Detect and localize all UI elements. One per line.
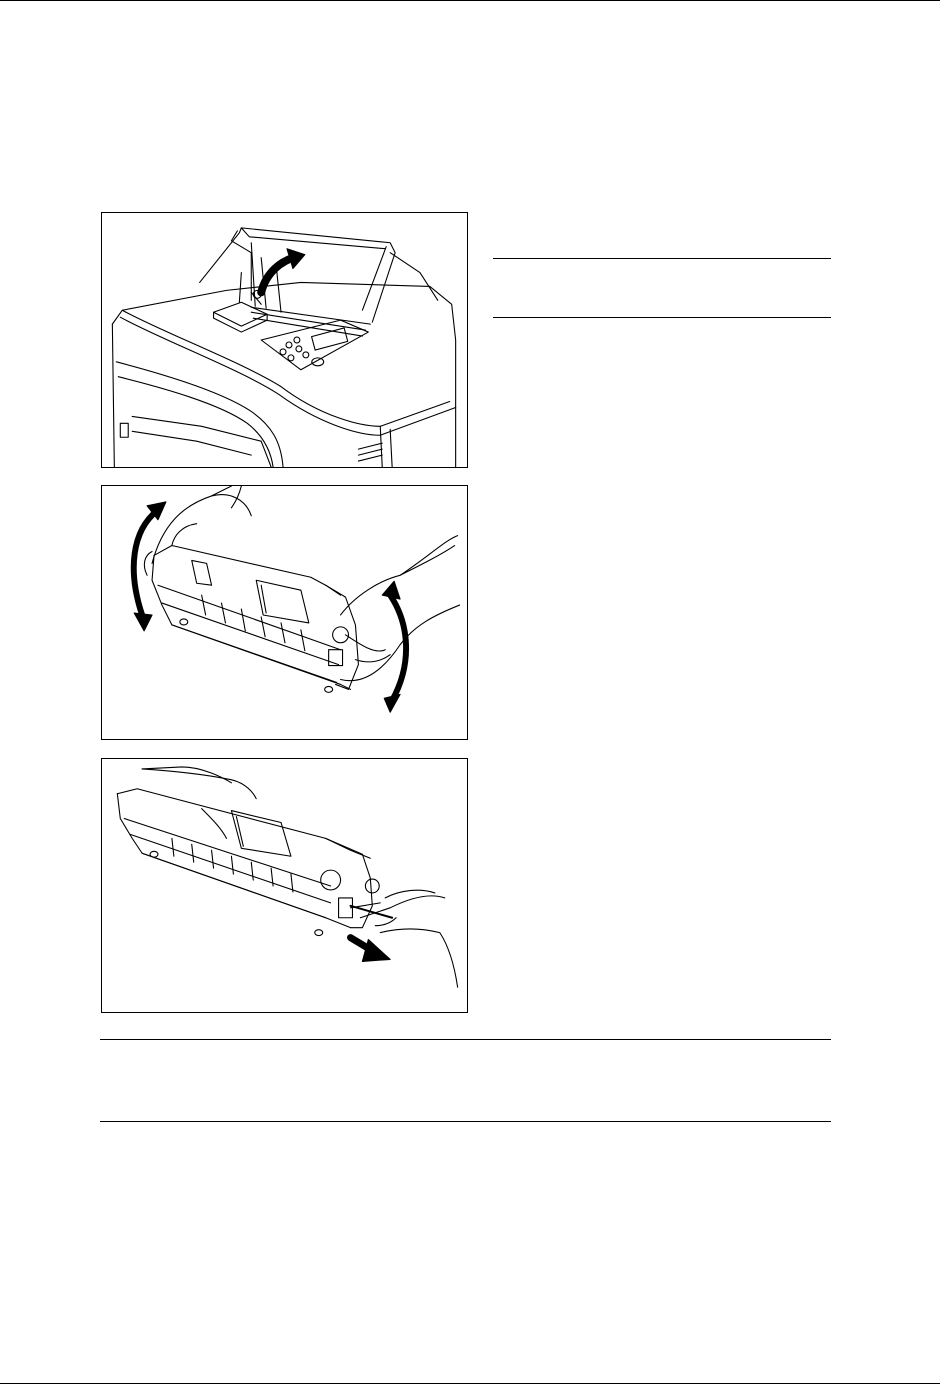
cartridge-shake-illustration [102,486,467,739]
figure-shake-cartridge [101,485,468,740]
note-box [493,259,831,317]
bottom-note-box [100,1040,831,1121]
printer-top-cover-open-illustration [102,213,467,467]
figure-pull-tape [101,758,468,1013]
cartridge-tape-removal-illustration [102,759,467,1012]
page-top-rule [0,0,940,1]
bottom-note-bottom-rule [100,1121,831,1122]
figure-open-top-cover [101,212,468,468]
page-bottom-rule [0,1383,940,1384]
note-bottom-rule [493,317,831,318]
